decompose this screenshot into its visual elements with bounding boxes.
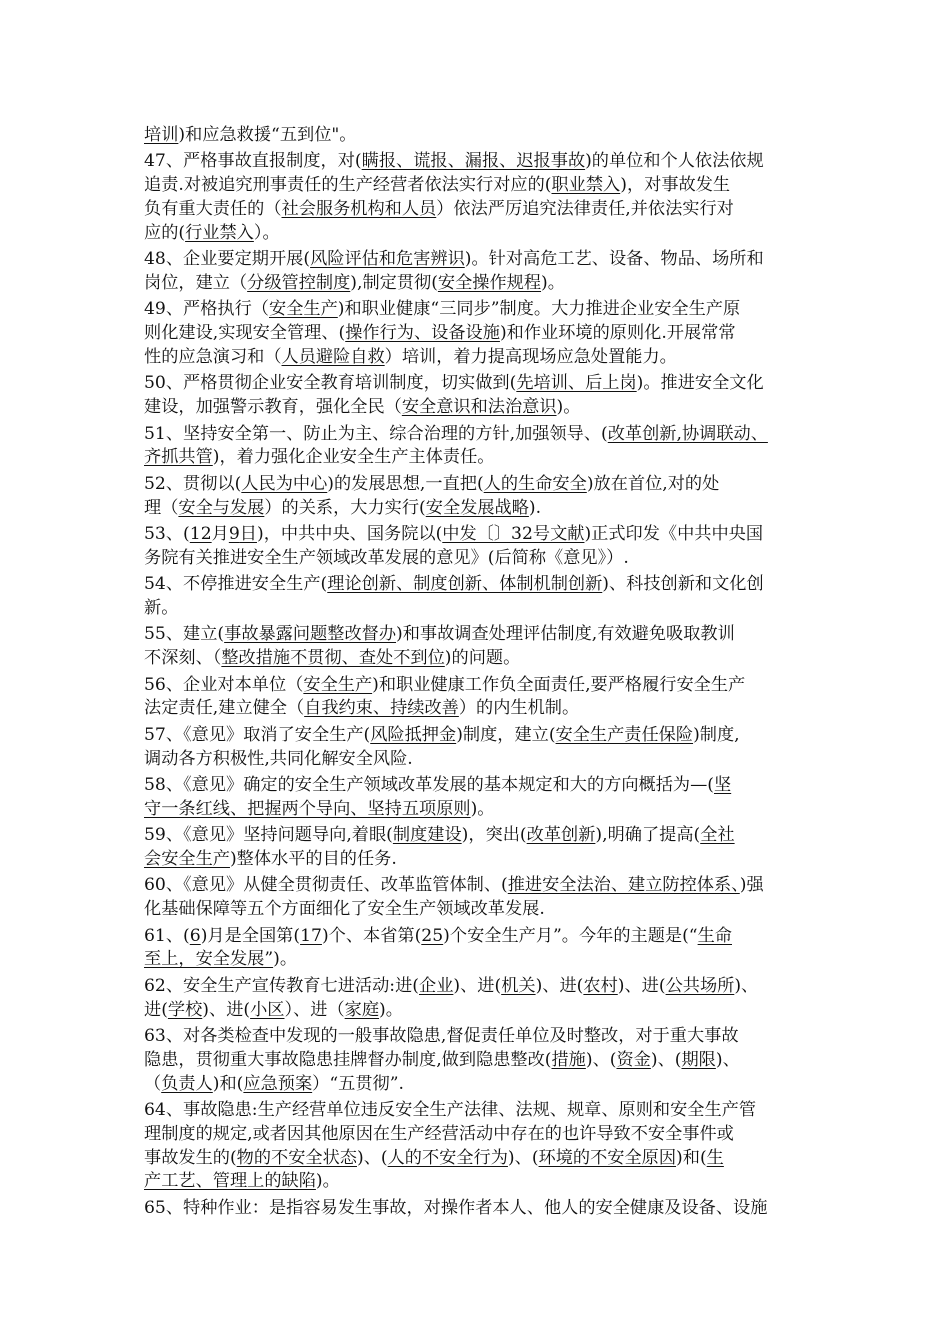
question-text: 64、事故隐患:生产经营单位违反安全生产法律、法规、规章、原则和安全生产管 xyxy=(144,1099,757,1120)
question-text: ）的关系，大力实行( xyxy=(264,497,426,518)
question-text: ),制定贯彻( xyxy=(350,273,438,294)
question-text: 务院有关推进安全生产领域改革发展的意见》(后简称《意见》）. xyxy=(144,547,629,568)
question-text: （ xyxy=(144,1073,162,1094)
answer-text: 日 xyxy=(239,524,257,544)
answer-text: 行业禁入 xyxy=(185,222,254,243)
answer-text: 齐抓共管 xyxy=(144,447,213,468)
question-text: 65、特种作业：是指容易发生事故，对操作者本人、他人的安全健康及设备、设施 xyxy=(144,1197,768,1218)
answer-text: 安全生产 xyxy=(303,674,373,695)
answer-text: 职业禁入 xyxy=(551,175,621,196)
text-line xyxy=(144,1147,816,1171)
text-line xyxy=(144,848,816,872)
question-text: )。 xyxy=(273,949,298,970)
answer-text: 自我约束、持续改善 xyxy=(304,698,459,719)
answer-text: 生 xyxy=(706,1147,724,1168)
question-text: )和职业健康工作负全面责任,要严格履行安全生产 xyxy=(372,674,746,695)
question-text: )。 xyxy=(556,397,581,418)
question-text: ）。 xyxy=(253,222,280,243)
text-line xyxy=(144,473,816,497)
text-line xyxy=(144,623,816,647)
answer-text: 小区 xyxy=(250,999,285,1020)
question-text: )强 xyxy=(739,875,764,896)
answer-text: 负责人 xyxy=(161,1073,213,1094)
question-text: 60、《意见》从健全贯彻责任、改革监管体制、( xyxy=(144,875,508,896)
question-text: )。 xyxy=(315,1171,340,1192)
question-text: )。针对高危工艺、设备、物品、场所和 xyxy=(464,249,764,270)
text-line xyxy=(144,1049,816,1073)
question-text: 事故发生的( xyxy=(144,1147,237,1168)
question-text: ). xyxy=(528,497,542,518)
answer-text: 操作行为、设备设施 xyxy=(345,323,500,344)
question-text: 建设，加强警示教育，强化全民（ xyxy=(144,397,402,418)
question-text: ）“五贯彻”. xyxy=(312,1073,404,1094)
text-line xyxy=(144,874,816,898)
question-text: )、进( xyxy=(202,999,251,1020)
question-text: ）依法严厉追究法律责任,并依法实行对 xyxy=(436,199,734,220)
question-text: 则化建设,实现安全管理、( xyxy=(144,323,346,344)
question-text: 62、安全生产宣传教育七进活动:进( xyxy=(144,975,419,996)
text-line xyxy=(144,150,816,174)
text-line xyxy=(144,497,816,521)
question-text: )，中共中央、国务院以( xyxy=(256,524,443,544)
question-text: 新。 xyxy=(144,598,179,619)
text-line xyxy=(144,1099,816,1123)
question-text: 隐患，贯彻重大事故隐患挂牌督办制度,做到隐患整改( xyxy=(144,1049,552,1070)
question-text: 性的应急演习和（ xyxy=(144,347,282,368)
question-text: )、( xyxy=(585,1049,617,1070)
question-text: ）、进（ xyxy=(284,999,345,1020)
answer-text: 人员避险自救 xyxy=(281,347,385,368)
question-text: )、( xyxy=(650,1049,682,1070)
question-text: 进( xyxy=(144,999,168,1020)
question-text: 负有重大责任的（ xyxy=(144,199,282,220)
question-text: 59、《意见》坚持问题导向,着眼( xyxy=(144,825,393,846)
question-text: 54、不停推进安全生产( xyxy=(144,574,328,595)
answer-text: 先培训、后上岗 xyxy=(516,373,637,394)
question-text: )、进( xyxy=(453,975,502,996)
text-line xyxy=(144,748,816,772)
question-text: )，突出( xyxy=(461,825,527,846)
text-line xyxy=(144,597,816,621)
question-text: ）培训，着力提高现场应急处置能力。 xyxy=(384,347,677,368)
question-text: 理（ xyxy=(144,497,179,518)
answer-text: 应急预案 xyxy=(243,1073,313,1094)
answer-text: 资金 xyxy=(616,1049,651,1070)
text-line xyxy=(144,948,816,972)
answer-text: 坚 xyxy=(713,774,732,795)
text-line xyxy=(144,1025,816,1049)
answer-text: 生命 xyxy=(697,925,732,946)
question-text: ),明确了提高( xyxy=(595,825,701,846)
question-text: 化基础保障等五个方面细化了安全生产领域改革发展. xyxy=(144,899,545,920)
text-line xyxy=(144,1170,816,1194)
answer-text: 家庭 xyxy=(344,999,380,1020)
answer-text: 安全操作规程 xyxy=(437,273,542,294)
answer-text: 物的不安全状态 xyxy=(236,1147,357,1168)
answer-text: 瞒报、谎报、漏报、迟报事故 xyxy=(361,151,586,172)
question-text: )整体水平的目的任务. xyxy=(229,848,397,869)
answer-text: 中发〔〕32号文献 xyxy=(442,524,585,544)
question-text: )的问题。 xyxy=(444,648,521,669)
answer-text: 期限 xyxy=(681,1049,716,1070)
text-line xyxy=(144,674,816,698)
text-line xyxy=(144,272,816,296)
answer-text: 推进安全法治、建立防控体系、 xyxy=(507,875,740,896)
answer-text: 安全与发展 xyxy=(178,497,265,518)
answer-text: 安全发展战略 xyxy=(425,497,529,518)
question-text: )和( xyxy=(212,1073,244,1094)
question-text: 51、坚持安全第一、防止为主、综合治理的方针,加强领导、( xyxy=(144,423,608,444)
question-text: 追责.对被追究刑事责任的生产经营者依法实行对应的( xyxy=(144,175,552,196)
document-body xyxy=(144,124,816,1221)
answer-text: 安全生产 xyxy=(269,299,338,320)
question-text: )、进( xyxy=(617,975,666,996)
question-text: 56、企业对本单位（ xyxy=(144,674,304,695)
text-line xyxy=(144,396,816,420)
question-text: 55、建立( xyxy=(144,624,225,645)
question-text: 53、( xyxy=(144,524,190,544)
question-text: 47、严格事故直报制度，对( xyxy=(144,151,362,172)
question-text: 58、《意见》确定的安全生产领域改革发展的基本规定和大的方向概括为—( xyxy=(144,774,714,795)
text-line xyxy=(144,124,816,148)
question-text: )、( xyxy=(507,1147,539,1168)
answer-text: 公共场所 xyxy=(665,975,735,996)
answer-text: 制度建设 xyxy=(392,825,462,846)
answer-text: 会安全生产 xyxy=(144,848,230,869)
answer-text: 理论创新、制度创新、体制机制创新 xyxy=(327,574,603,595)
answer-text: 9 xyxy=(228,524,240,544)
text-line xyxy=(144,898,816,922)
text-line xyxy=(144,724,816,748)
answer-text: 分级管控制度 xyxy=(247,273,351,294)
question-text: )。 xyxy=(541,273,565,294)
answer-text: 机关 xyxy=(501,975,536,996)
text-line xyxy=(144,547,816,571)
question-text: )和( xyxy=(676,1147,707,1168)
question-text: )。推进安全文化 xyxy=(636,373,764,394)
answer-text: 风险抵押金 xyxy=(370,724,457,745)
question-text: )的发展思想,一直把( xyxy=(327,473,484,494)
question-text: )正式印发《中共中央国 xyxy=(584,524,764,544)
answer-text: 学校 xyxy=(167,999,203,1020)
answer-text: 人的不安全行为 xyxy=(387,1147,508,1168)
text-line xyxy=(144,346,816,370)
question-text: 月 xyxy=(211,524,229,544)
question-text: 理制度的规定,或者因其他原因在生产经营活动中存在的也许导致不安全事件或 xyxy=(144,1123,734,1144)
question-text: )和应急救援“五到位"。 xyxy=(178,125,357,145)
question-text: 48、企业要定期开展( xyxy=(144,249,311,270)
question-text: )月是全国第( xyxy=(200,925,301,946)
text-line xyxy=(144,647,816,671)
question-text: ）的内生机制。 xyxy=(458,698,580,719)
question-text: )。 xyxy=(470,798,495,819)
question-text: )和事故调查处理评估制度,有效避免吸取教训 xyxy=(396,624,735,645)
text-line xyxy=(144,798,816,822)
text-line xyxy=(144,222,816,246)
question-text: )、 xyxy=(734,975,759,996)
question-text: )和作业环境的原则化.开展常常 xyxy=(499,323,736,344)
question-text: )和职业健康“三同步”制度。大力推进企业安全生产原 xyxy=(337,299,741,320)
question-text: 50、严格贯彻企业安全教育培训制度，切实做到( xyxy=(144,373,517,394)
question-text: 应的( xyxy=(144,222,186,243)
text-line xyxy=(144,774,816,798)
question-text: )制度，建立( xyxy=(456,724,556,745)
answer-text: 措施 xyxy=(551,1049,586,1070)
answer-text: 全社 xyxy=(700,825,735,846)
answer-text: 农村 xyxy=(583,975,618,996)
answer-text: 培训 xyxy=(144,125,179,145)
question-text: 63、对各类检查中发现的一般事故隐患,督促责任单位及时整改，对于重大事故 xyxy=(144,1025,739,1046)
answer-text: 改革创新 xyxy=(526,825,596,846)
answer-text: 安全生产责任保险 xyxy=(555,724,694,745)
question-text: )，对事故发生 xyxy=(620,175,731,196)
answer-text: 企业 xyxy=(419,975,454,996)
question-text: 49、严格执行（ xyxy=(144,299,269,320)
question-text: )，着力强化企业安全生产主体责任。 xyxy=(212,447,495,468)
question-text: 调动各方积极性,共同化解安全风险. xyxy=(144,748,413,769)
answer-text: 风险评估和危害辨识 xyxy=(310,249,465,270)
answer-text: 6 xyxy=(189,925,201,946)
question-text: 61、( xyxy=(144,925,190,946)
answer-text: 环境的不安全原因 xyxy=(538,1147,677,1168)
answer-text: 至上，安全发展” xyxy=(144,949,274,970)
text-line xyxy=(144,322,816,346)
question-text: 57、《意见》取消了安全生产( xyxy=(144,724,371,745)
question-text: )、 xyxy=(715,1049,740,1070)
text-line xyxy=(144,372,816,396)
question-text: )、科技创新和文化创 xyxy=(602,574,764,595)
text-line xyxy=(144,824,816,848)
text-line xyxy=(144,1197,816,1221)
text-line xyxy=(144,573,816,597)
question-text: )、进( xyxy=(535,975,584,996)
answer-text: 事故暴露问题整改督办 xyxy=(224,624,397,645)
text-line xyxy=(144,198,816,222)
answer-text: 人的生命安全 xyxy=(483,473,587,494)
question-text: 岗位，建立（ xyxy=(144,273,248,294)
answer-text: 25 xyxy=(421,925,444,946)
text-line xyxy=(144,925,816,949)
answer-text: 人民为中心 xyxy=(241,473,328,494)
question-text: )。 xyxy=(379,999,403,1020)
question-text: )制度, xyxy=(693,724,740,745)
answer-text: 社会服务机构和人员 xyxy=(281,199,437,220)
answer-text: 安全意识和法治意识 xyxy=(401,397,557,418)
question-text: )个、本省第( xyxy=(321,925,422,946)
text-line xyxy=(144,975,816,999)
text-line xyxy=(144,248,816,272)
answer-text: 产工艺、管理上的缺陷 xyxy=(144,1171,316,1192)
text-line xyxy=(144,446,816,470)
text-line xyxy=(144,174,816,198)
text-line xyxy=(144,697,816,721)
answer-text: 整改措施不贯彻、查处不到位 xyxy=(221,648,445,669)
text-line xyxy=(144,1073,816,1097)
text-line xyxy=(144,1123,816,1147)
question-text: )的单位和个人依法依规 xyxy=(585,151,764,172)
answer-text: 改革创新,协调联动、 xyxy=(607,423,768,444)
question-text: )、( xyxy=(356,1147,388,1168)
question-text: 52、贯彻以( xyxy=(144,473,242,494)
question-text: )个安全生产月”。今年的主题是(“ xyxy=(443,925,698,946)
question-text: 不深刻、（ xyxy=(144,648,222,669)
question-text: )放在首位,对的处 xyxy=(586,473,720,494)
answer-text: 守一条红线、把握两个导向、坚持五项原则 xyxy=(144,798,471,819)
question-text: 法定责任,建立健全（ xyxy=(144,698,305,719)
answer-text: 17 xyxy=(300,925,322,946)
text-line xyxy=(144,523,816,547)
text-line xyxy=(144,999,816,1023)
text-line xyxy=(144,298,816,322)
answer-text: 12 xyxy=(189,524,212,544)
text-line xyxy=(144,423,816,447)
